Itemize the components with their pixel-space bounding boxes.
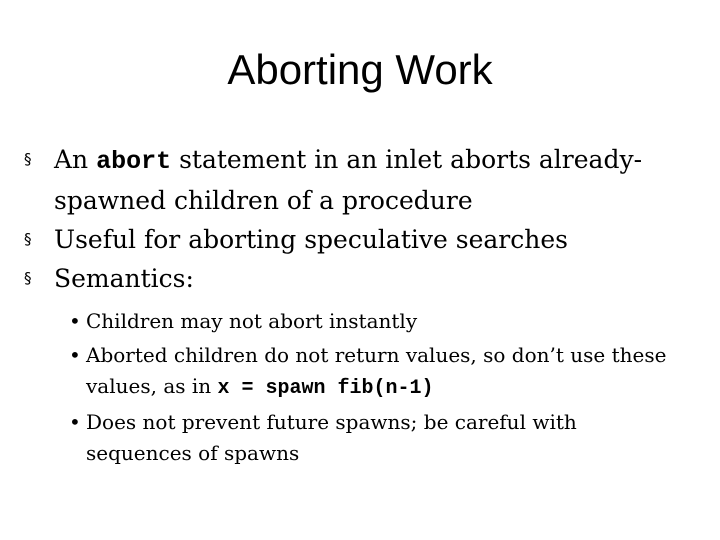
code-spawn-fib: x = spawn fib(n-1): [217, 377, 434, 400]
dot-bullet-icon: •: [69, 410, 81, 434]
dot-bullet-icon: •: [69, 309, 81, 333]
sub-bullet-children: [69, 306, 686, 337]
sub-bullet-text: Children may not abort instantly: [86, 309, 418, 333]
bullet-useful: [24, 220, 674, 259]
code-abort: abort: [96, 147, 172, 176]
slide-title: Aborting Work: [227, 46, 493, 93]
square-bullet-icon: §: [24, 230, 32, 248]
bullet-text: Useful for aborting speculative searches: [54, 225, 568, 254]
square-bullet-icon: §: [24, 150, 32, 168]
sub-bullet-aborted: [69, 340, 686, 404]
bullet-semantics: [24, 259, 674, 298]
bullet-list: [0, 140, 720, 469]
bullet-abort-statement: [24, 140, 674, 220]
dot-bullet-icon: •: [69, 343, 81, 367]
bullet-text-post: statement in an inlet aborts already-spawned children of a procedure: [54, 145, 643, 215]
bullet-text-pre: An: [54, 145, 97, 174]
sub-bullet-future-spawns: [69, 407, 686, 469]
bullet-text: Semantics:: [54, 264, 194, 293]
square-bullet-icon: §: [24, 269, 32, 287]
sub-bullet-text-pre: Aborted children do not return values, so don’t use these values, as in: [86, 343, 667, 398]
sub-bullet-text: Does not prevent future spawns; be careful with sequences of spawns: [86, 410, 577, 465]
sub-bullet-list: [0, 306, 720, 469]
